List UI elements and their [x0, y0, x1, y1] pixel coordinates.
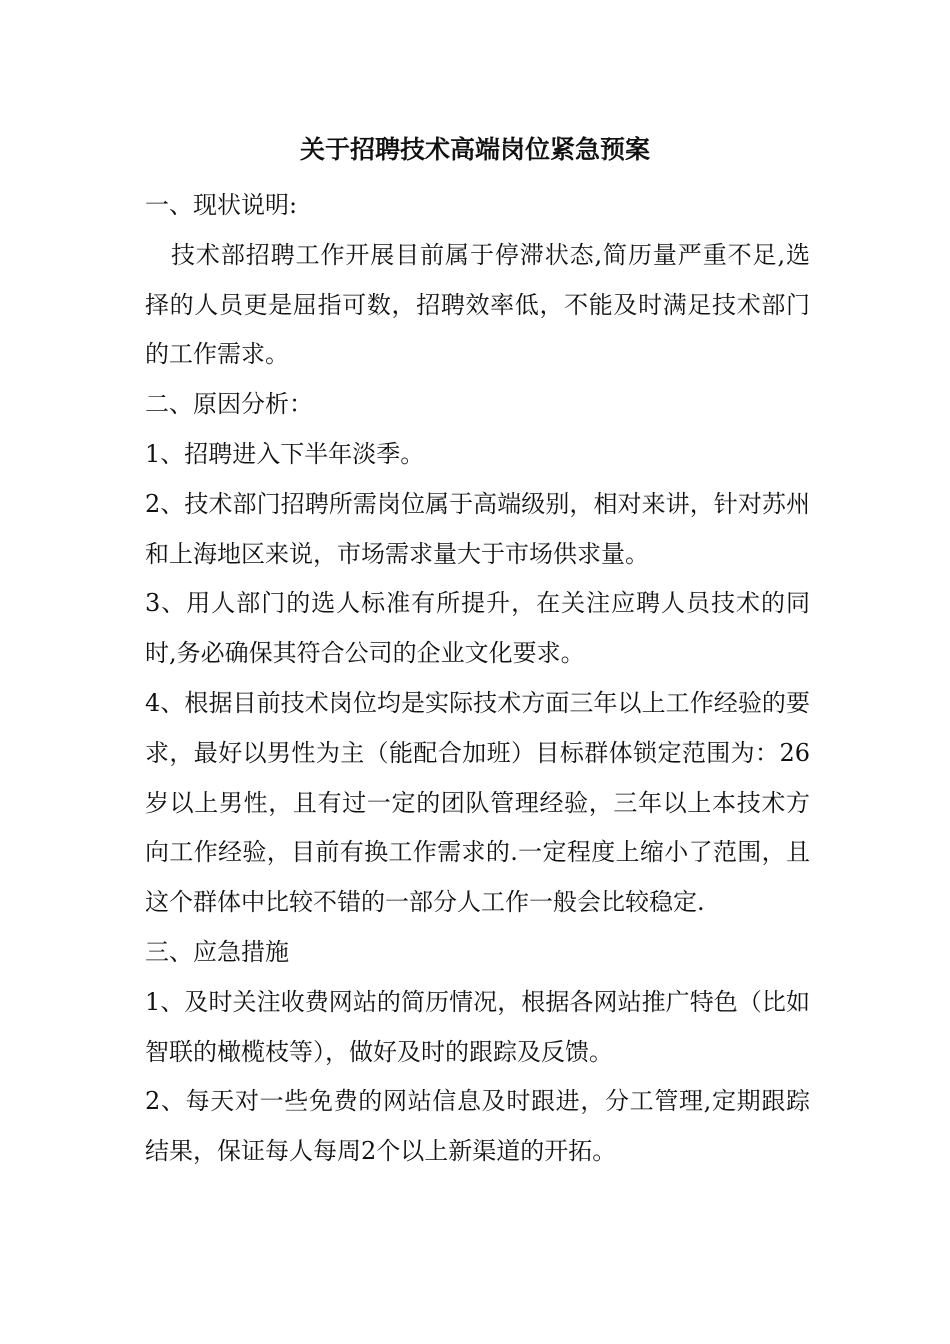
section-heading-analysis: 二、原因分析：	[145, 390, 313, 419]
measure-item-2: 2、每天对一些免费的网站信息及时跟进，分工管理,定期跟踪结果，保证每人每周2个以上新渠道的开拓。	[145, 1087, 810, 1166]
document-title: 关于招聘技术高端岗位紧急预案	[299, 135, 650, 164]
section-heading-measures: 三、应急措施	[145, 937, 289, 966]
analysis-item-1: 1、招聘进入下半年淡季。	[145, 439, 425, 468]
section-heading-status: 一、现状说明:	[145, 191, 298, 219]
measure-item-1: 1、及时关注收费网站的简历情况，根据各网站推广特色（比如智联的橄榄枝等），做好及时的跟踪及反馈。	[145, 987, 810, 1066]
paragraph-status-description: 技术部招聘工作开展目前属于停滞状态,简历量严重不足,选择的人员更是屈指可数，招聘效率低，不能及时满足技术部门的工作需求。	[145, 240, 810, 369]
analysis-item-4: 4、根据目前技术岗位均是实际技术方面三年以上工作经验的要求，最好以男性为主（能配合加班）目标群体锁定范围为：26岁以上男性，且有过一定的团队管理经验，三年以上本技术方向工作经验，目前有换工作需求的.一定程度上缩小了范围，且这个群体中比较不错的一部分人工作一般会比较稳定.	[145, 688, 810, 917]
analysis-item-3: 3、用人部门的选人标准有所提升，在关注应聘人员技术的同时,务必确保其符合公司的企业文化要求。	[145, 589, 810, 668]
document-body	[145, 181, 810, 1177]
analysis-item-2: 2、技术部门招聘所需岗位属于高端级别，相对来讲，针对苏州和上海地区来说，市场需求量大于市场供求量。	[145, 489, 810, 568]
